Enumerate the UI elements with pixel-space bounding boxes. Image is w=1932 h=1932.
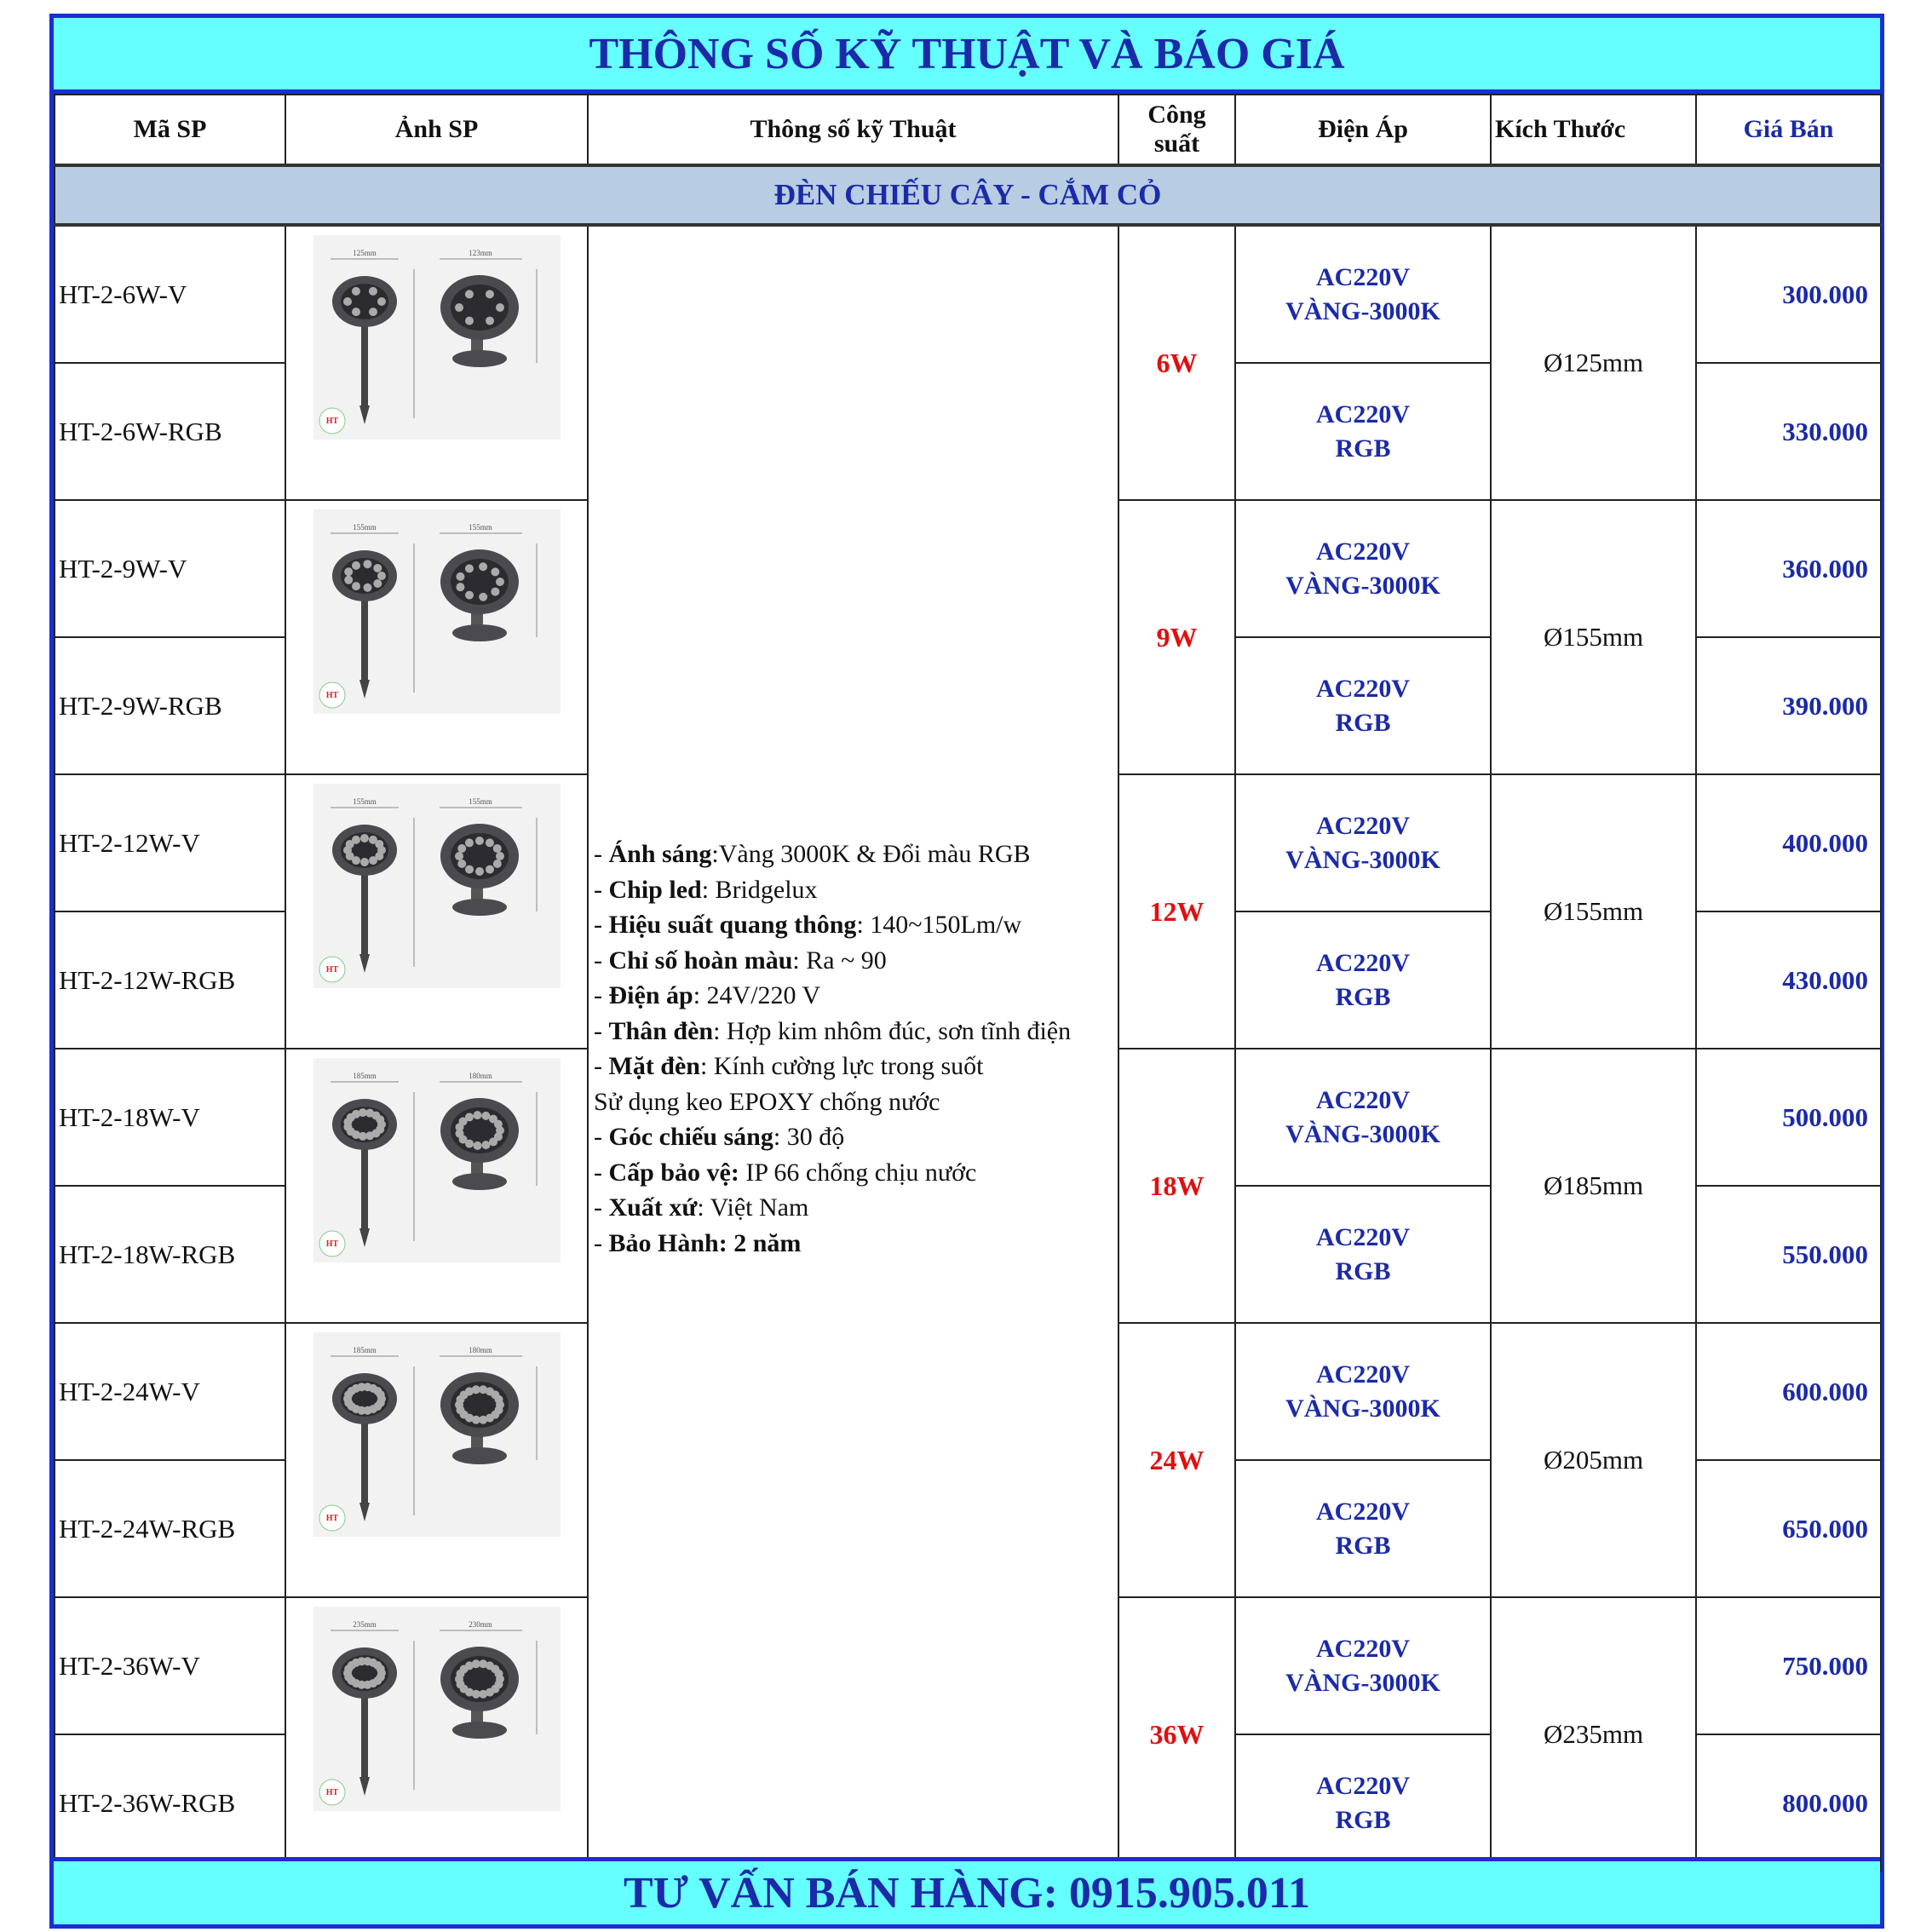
voltage-value: AC220V	[1316, 262, 1410, 291]
spec-label: Điện áp	[608, 981, 693, 1009]
spec-value: : 140~150Lm/w	[856, 911, 1022, 939]
voltage-value: AC220V	[1316, 537, 1410, 566]
svg-text:123mm: 123mm	[468, 249, 492, 257]
size-cell: Ø235mm	[1491, 1597, 1696, 1872]
voltage-value: AC220V	[1316, 1085, 1410, 1114]
sku-cell: HT-2-36W-V	[55, 1597, 285, 1734]
voltage-cell	[1235, 1460, 1491, 1597]
voltage-cell	[1235, 1186, 1491, 1323]
power-cell: 12W	[1118, 774, 1235, 1049]
color-temp-value: RGB	[1335, 434, 1391, 463]
svg-text:155mm: 155mm	[352, 797, 377, 806]
voltage-value: AC220V	[1316, 674, 1410, 703]
price-cell: 500.000	[1696, 1049, 1881, 1186]
svg-text:180mm: 180mm	[468, 1346, 492, 1354]
voltage-value: AC220V	[1316, 948, 1410, 977]
product-image-cell	[285, 500, 588, 774]
price-cell: 550.000	[1696, 1186, 1881, 1323]
header-price: Giá Bán	[1696, 95, 1881, 165]
color-temp-value: VÀNG-3000K	[1285, 571, 1440, 600]
product-photo	[313, 1607, 561, 1811]
sheet-title: THÔNG SỐ KỸ THUẬT VÀ BÁO GIÁ	[54, 18, 1880, 94]
header-size: Kích Thước	[1491, 95, 1696, 165]
spec-line: - Bảo Hành: 2 năm	[594, 1228, 802, 1257]
spec-line: - Điện áp: 24V/220 V	[594, 981, 821, 1009]
price-cell: 650.000	[1696, 1460, 1881, 1597]
voltage-cell	[1235, 1734, 1491, 1872]
price-cell: 390.000	[1696, 637, 1881, 774]
spec-value: Sử dụng keo EPOXY chống nước	[594, 1087, 940, 1116]
sku-cell: HT-2-18W-RGB	[55, 1186, 285, 1323]
product-photo	[313, 784, 561, 988]
color-temp-value: VÀNG-3000K	[1285, 296, 1440, 325]
product-image-cell	[285, 1323, 588, 1597]
svg-text:HT: HT	[325, 1239, 338, 1249]
spec-label: Góc chiếu sáng	[608, 1123, 773, 1151]
spec-line: - Góc chiếu sáng: 30 độ	[594, 1123, 845, 1151]
voltage-cell	[1235, 1049, 1491, 1186]
size-cell: Ø155mm	[1491, 500, 1696, 774]
spec-line	[594, 1084, 1118, 1120]
spec-line: - Ánh sáng:Vàng 3000K & Đổi màu RGB	[594, 840, 1031, 868]
sku-cell: HT-2-24W-RGB	[55, 1460, 285, 1597]
product-photo	[313, 1058, 561, 1262]
voltage-cell	[1235, 1597, 1491, 1734]
spec-label: Chỉ số hoàn màu	[608, 946, 793, 975]
spec-value: : Hợp kim nhôm đúc, sơn tĩnh điện	[713, 1016, 1072, 1045]
size-cell: Ø205mm	[1491, 1323, 1696, 1597]
svg-text:180mm: 180mm	[468, 1072, 492, 1080]
spec-line: - Thân đèn: Hợp kim nhôm đúc, sơn tĩnh điện	[594, 1016, 1072, 1045]
sales-contact-footer: TƯ VẤN BÁN HÀNG: 0915.905.011	[54, 1857, 1880, 1924]
sku-cell: HT-2-36W-RGB	[55, 1734, 285, 1872]
price-cell: 750.000	[1696, 1597, 1881, 1734]
sku-cell: HT-2-24W-V	[55, 1323, 285, 1460]
spec-line: - Mặt đèn: Kính cường lực trong suốt	[594, 1052, 984, 1080]
color-temp-value: RGB	[1335, 708, 1391, 737]
product-table	[54, 94, 1882, 1872]
product-photo	[313, 509, 561, 714]
spec-label: Xuất xứ	[608, 1193, 698, 1222]
product-image-cell	[285, 225, 588, 500]
svg-text:185mm: 185mm	[352, 1346, 377, 1354]
voltage-value: AC220V	[1316, 1634, 1410, 1663]
price-cell: 360.000	[1696, 500, 1881, 637]
sku-cell: HT-2-9W-RGB	[55, 637, 285, 774]
sku-cell: HT-2-6W-V	[55, 225, 285, 363]
header-voltage: Điện Áp	[1235, 95, 1491, 165]
category-row	[55, 165, 1881, 225]
product-image-cell	[285, 1049, 588, 1323]
power-cell: 9W	[1118, 500, 1235, 774]
header-power-line1: Công	[1147, 101, 1206, 129]
spec-value: : Bridgelux	[701, 875, 818, 904]
color-temp-value: VÀNG-3000K	[1285, 1668, 1440, 1697]
svg-text:185mm: 185mm	[352, 1072, 377, 1080]
voltage-cell	[1235, 637, 1491, 774]
spec-line: - Cấp bảo vệ: IP 66 chống chịu nước	[594, 1158, 977, 1187]
price-cell: 800.000	[1696, 1734, 1881, 1872]
sku-cell: HT-2-6W-RGB	[55, 363, 285, 500]
price-sheet	[49, 14, 1884, 1929]
spec-line: - Xuất xứ: Việt Nam	[594, 1193, 809, 1222]
product-photo	[313, 235, 561, 440]
voltage-value: AC220V	[1316, 1497, 1410, 1526]
svg-text:235mm: 235mm	[352, 1620, 377, 1629]
header-specs: Thông số kỹ Thuật	[588, 95, 1118, 165]
header-row	[55, 95, 1881, 165]
svg-text:HT: HT	[325, 965, 338, 975]
voltage-cell	[1235, 500, 1491, 637]
price-cell: 300.000	[1696, 225, 1881, 363]
svg-text:HT: HT	[325, 691, 338, 700]
spec-value: : Ra ~ 90	[792, 946, 887, 975]
header-power	[1118, 95, 1235, 165]
voltage-value: AC220V	[1316, 1360, 1410, 1389]
power-cell: 24W	[1118, 1323, 1235, 1597]
sku-cell: HT-2-18W-V	[55, 1049, 285, 1186]
color-temp-value: RGB	[1335, 982, 1391, 1011]
spec-label: Ánh sáng	[608, 840, 712, 868]
spec-value: : Kính cường lực trong suốt	[700, 1052, 984, 1080]
spec-value: : Việt Nam	[697, 1193, 809, 1222]
product-photo	[313, 1332, 561, 1537]
spec-label: Chip led	[608, 875, 702, 904]
svg-text:HT: HT	[325, 1788, 338, 1797]
power-cell: 18W	[1118, 1049, 1235, 1323]
color-temp-value: RGB	[1335, 1805, 1391, 1834]
svg-text:HT: HT	[325, 1514, 338, 1523]
specs-cell	[588, 225, 1118, 1872]
sku-cell: HT-2-12W-V	[55, 774, 285, 911]
power-cell: 6W	[1118, 225, 1235, 500]
voltage-cell	[1235, 1323, 1491, 1460]
voltage-value: AC220V	[1316, 1771, 1410, 1800]
size-cell: Ø155mm	[1491, 774, 1696, 1049]
svg-text:155mm: 155mm	[468, 523, 492, 532]
size-cell: Ø185mm	[1491, 1049, 1696, 1323]
price-cell: 600.000	[1696, 1323, 1881, 1460]
header-image: Ảnh SP	[285, 95, 588, 165]
spec-value: : 30 độ	[773, 1123, 845, 1151]
voltage-value: AC220V	[1316, 1222, 1410, 1251]
price-cell: 430.000	[1696, 911, 1881, 1049]
color-temp-value: VÀNG-3000K	[1285, 845, 1440, 874]
header-power-line2: suất	[1153, 129, 1200, 158]
voltage-cell	[1235, 225, 1491, 363]
svg-text:155mm: 155mm	[468, 797, 492, 806]
voltage-value: AC220V	[1316, 400, 1410, 428]
spec-label: Mặt đèn	[608, 1052, 700, 1080]
spec-line: - Chỉ số hoàn màu: Ra ~ 90	[594, 946, 887, 975]
spec-label: Cấp bảo vệ:	[608, 1158, 739, 1187]
svg-text:155mm: 155mm	[352, 523, 377, 532]
spec-label: Hiệu suất quang thông	[608, 911, 857, 939]
spec-label: Thân đèn	[608, 1016, 714, 1045]
header-sku: Mã SP	[55, 95, 285, 165]
voltage-cell	[1235, 774, 1491, 911]
spec-value: IP 66 chống chịu nước	[739, 1158, 977, 1187]
sku-cell: HT-2-12W-RGB	[55, 911, 285, 1049]
product-row	[55, 225, 1881, 363]
svg-text:125mm: 125mm	[352, 249, 377, 257]
category-label: ĐÈN CHIẾU CÂY - CẮM CỎ	[55, 165, 1881, 225]
spec-value: : 24V/220 V	[693, 981, 821, 1009]
voltage-cell	[1235, 363, 1491, 500]
price-cell: 330.000	[1696, 363, 1881, 500]
color-temp-value: RGB	[1335, 1531, 1391, 1560]
spec-value: :Vàng 3000K & Đổi màu RGB	[711, 840, 1031, 868]
svg-text:HT: HT	[325, 417, 338, 426]
size-cell: Ø125mm	[1491, 225, 1696, 500]
spec-line: - Hiệu suất quang thông: 140~150Lm/w	[594, 911, 1022, 939]
sku-cell: HT-2-9W-V	[55, 500, 285, 637]
voltage-value: AC220V	[1316, 811, 1410, 840]
spec-label: Bảo Hành: 2 năm	[608, 1228, 802, 1257]
svg-text:230mm: 230mm	[468, 1620, 492, 1629]
power-cell: 36W	[1118, 1597, 1235, 1872]
spec-line: - Chip led: Bridgelux	[594, 875, 818, 904]
color-temp-value: VÀNG-3000K	[1285, 1394, 1440, 1423]
color-temp-value: VÀNG-3000K	[1285, 1119, 1440, 1148]
voltage-cell	[1235, 911, 1491, 1049]
product-image-cell	[285, 774, 588, 1049]
price-cell: 400.000	[1696, 774, 1881, 911]
color-temp-value: RGB	[1335, 1256, 1391, 1285]
product-image-cell	[285, 1597, 588, 1872]
